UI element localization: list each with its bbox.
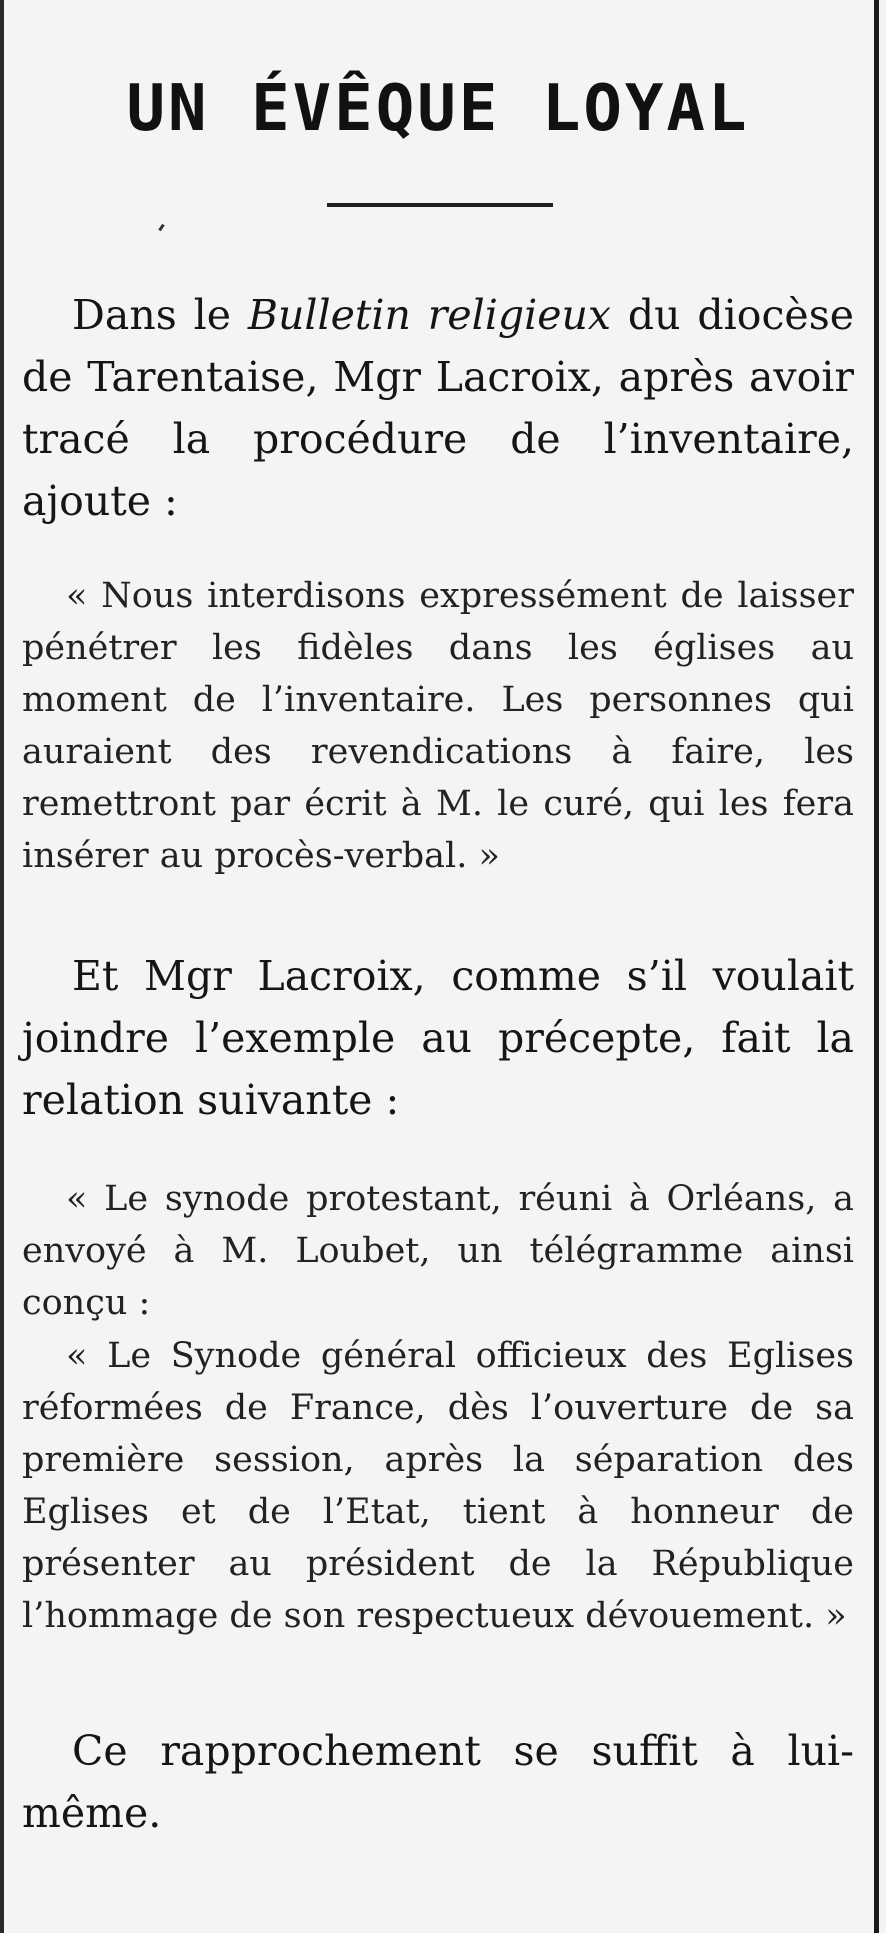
quote-synod: « Le synode protestant, réuni à Orléans, a envoyé à M. Loubet, un télégramme ainsi conçu :: [22, 1179, 854, 1323]
right-column-rule: [874, 0, 879, 1933]
paragraph-intro-text-2: du diocèse de Tarentaise, Mgr Lacroix, après avoir tracé la procédure de l’inventaire, ajoute :: [22, 291, 854, 525]
paragraph-intro: [22, 284, 854, 532]
left-column-rule: [0, 0, 4, 1933]
quote-telegram: « Le Synode général officieux des Eglises réformées de France, dès l’ouverture de sa première session, après la séparation des Eglises et de l’Etat, tient à honneur de présenter au président de la République l’hommage de son respectueux dévouement. »: [22, 1336, 854, 1636]
paragraph-intro-text-1: Dans le: [72, 291, 248, 339]
title-divider: [327, 203, 553, 207]
article-title: UN ÉVÊQUE LOYAL: [126, 72, 750, 146]
print-speck: [158, 224, 164, 231]
bulletin-title: Bulletin religieux: [247, 291, 612, 339]
quote-instruction: « Nous interdisons expressément de laisser pénétrer les fidèles dans les églises au moment de l’inventaire. Les personnes qui auraient des revendications à faire, les remettront par écrit à M. le curé, qui les fera insérer au procès-verbal. »: [22, 576, 854, 876]
paragraph-conclusion: Ce rapprochement se suffit à lui-même.: [22, 1727, 854, 1837]
paragraph-relation: Et Mgr Lacroix, comme s’il voulait joindre l’exemple au précepte, fait la relation suivante :: [22, 952, 854, 1124]
